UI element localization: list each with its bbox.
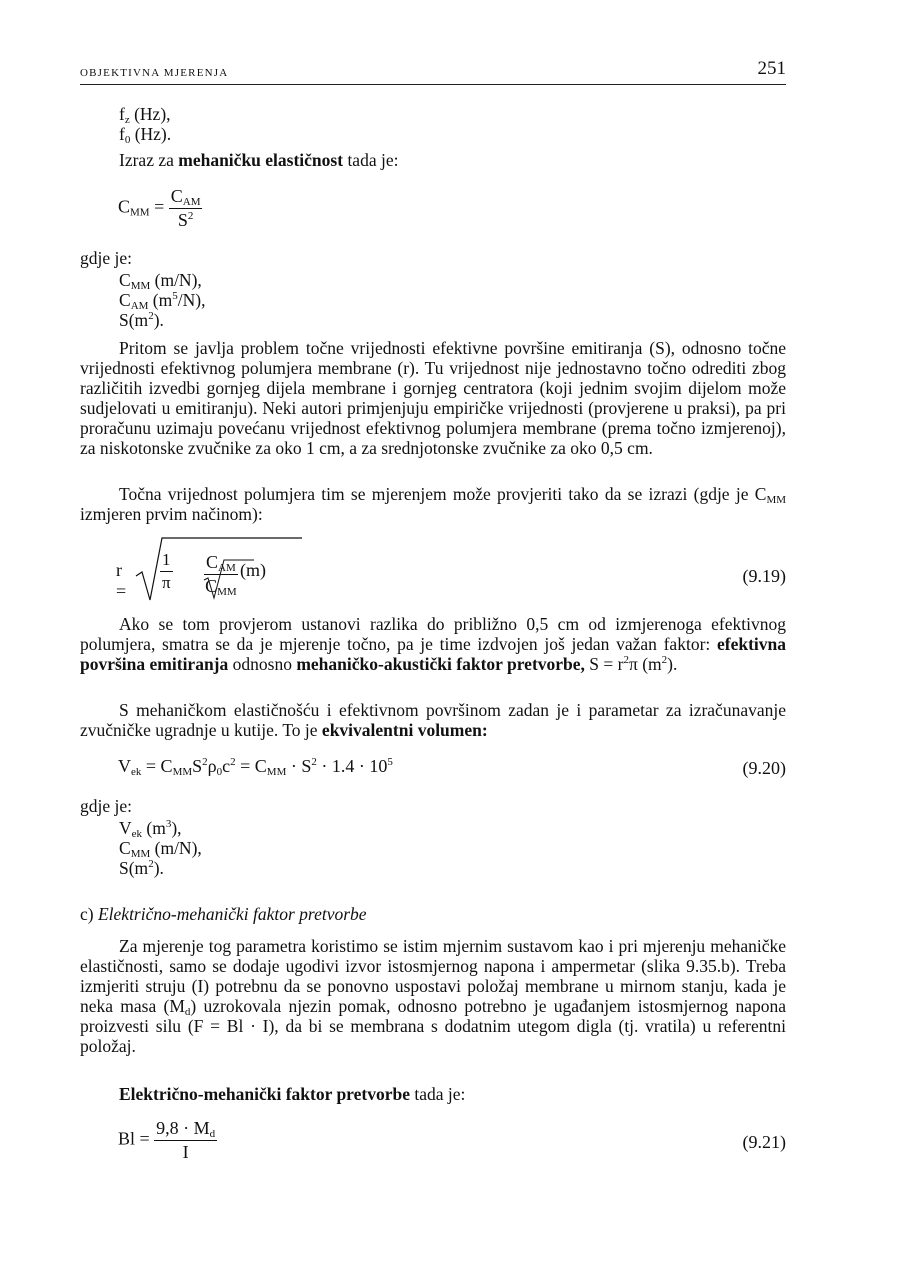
- gdje-je-label-2: gdje je:: [80, 796, 132, 816]
- paragraph-s-meh: S mehaničkom elastičnošću i efektivnom površinom zadan je i parametar za izračunavanje zvučničke ugradnje u kutije. To je ekvivalentni volumen:: [80, 700, 786, 740]
- unit-cam: $C_{AM}$ $(m^5/N)$,: [119, 290, 206, 312]
- equation-cmm: $C_{MM}$ = $\frac{C_{AM}}{S^2}$: [118, 186, 201, 230]
- running-title: OBJEKTIVNA MJERENJA: [80, 67, 229, 79]
- unit-cmm: $C_{MM}$ (m/N),: [119, 270, 202, 292]
- paragraph-ako: Ako se tom provjerom ustanovi razlika do približno 0,5 cm od izmjerenoga efektivnog polumjera, smatra se da je mjerenje točno, pa je time izdvojen još jedan važan faktor: efektivna površina emitiranja odnosno mehaničko-akustički faktor pretvorbe, $S = r^2\pi$ $(m^2)$.: [80, 614, 786, 674]
- equation-number-9-19: (9.19): [742, 566, 786, 586]
- unit-s-2: $S(m^2)$.: [119, 858, 164, 878]
- fraction-cam-cmm: $C_{AM}$ $C_{MM}$: [205, 552, 237, 598]
- gdje-je-label: gdje je:: [80, 248, 132, 268]
- paragraph-tocna: Točna vrijednost polumjera tim se mjerenjem može provjeriti tako da se izrazi (gdje je $C_{MM}$ izmjeren prvim načinom):: [80, 484, 786, 524]
- fraction-cam-s2: $\frac{C_{AM}}{S^2}$: [170, 186, 201, 230]
- fraction-one-pi: $\frac{1}{\pi}$: [161, 550, 171, 592]
- unit-vek: $V_{ek}$ $(m^3)$,: [119, 818, 182, 840]
- equation-9-21: Bl = $\frac{9,8 \cdot M_d}{I}$: [118, 1118, 216, 1162]
- equation-9-20: $V_{ek} = C_{MM}S^2\rho_0c^2 = C_{MM} \cdot S^2 \cdot 1.4 \cdot 10^5$: [118, 756, 393, 778]
- cmm-intro: Izraz za mehaničku elastičnost tada je:: [119, 150, 399, 170]
- book-page: OBJEKTIVNA MJERENJA 251 $f_z$ (Hz), $f_0$ (Hz). Izraz za mehaničku elastičnost tada je: $C_{MM}$ = $\frac{C_{AM}}{S^2}$ gdje je: $C_{MM}$ (m/N), $C_{AM}$ $(m^5/N)$, $S(m^2)$. Pritom se javlja problem točne vrijednosti efektivne površine emitiranja (S), odnosno točne vrijednosti efektivnog polumjera membrane (r). Tu vrijednost nije jednostavno točno odrediti zbog različitih izvedbi gornjeg dijela membrane i gornjeg centratora (koji jednim svojim dijelom može sudjelovati u emitiranju). Neki autori primjenjuju empiričke vrijednosti (provjerene u praksi), pa pri proračunu uzimaju povećanu vrijednost efektivnog polumjera membrane (prema točno izmjerenoj), za niskotonske zvučnike za oko 1 cm, a za srednjotonske zvučnike za oko 0,5 cm. Točna vrijednost polumjera tim se mjerenjem može provjeriti tako da se izrazi (gdje je $C_{MM}$ izmjeren prvim načinom): r = $\frac{1}{\pi}$ $C_{AM}$ $C_{MM}$ (m) (9.19) Ako se tom provjerom ustanovi razlika do približno 0,5 cm od izmjerenoga efektivnog polumjera, smatra se da je mjerenje točno, pa je time izdvojen još jedan važan faktor: efektivna površina emitiranja odnosno mehaničko-akustički faktor pretvorbe, $S = r^2\pi$ $(m^2)$. S mehaničkom elastičnošću i efektivnom površinom zadan je i parametar za izračunavanje zvučničke ugradnje u kutije. To je ekvivalentni volumen: $V_{ek} = C_{MM}S^2\rho_0c^2 = C_{MM} \cdot S^2 \cdot 1.4 \cdot 10^5$ (9.20) gdje je: $V_{ek}$ $(m^3)$, $C_{MM}$ (m/N), $S(m^2)$. c) Električno-mehanički faktor pretvorbe Za mjerenje tog parametra koristimo se istim mjernim sustavom kao i pri mjerenju mehaničke elastičnosti, samo se dodaje ugodivi izvor istosmjernog napona i ampermetar (slika 9.35.b). Treba izmjeriti struju (I) potrebnu da se ponovno uspostavi položaj membrane u mirnom stanju, kada je neka masa $(M_d)$ uzrokovala njezin pomak, odnosno potrebno je ugađanjem istosmjernog napona proizvesti silu (F = Bl · I), da bi se membrana s dodatnim utegom digla (tj. vratila) u referentni položaj. Električno-mehanički faktor pretvorbe tada je: Bl = $\frac{9,8 \cdot M_d}{I}$ (9.21): [80, 58, 786, 1162]
- page-number: 251: [757, 58, 786, 79]
- running-header: [80, 58, 786, 85]
- emf-intro: Električno-mehanički faktor pretvorbe tada je:: [119, 1084, 466, 1104]
- fraction-bl: $\frac{9,8 \cdot M_d}{I}$: [156, 1118, 216, 1162]
- paragraph-pritom: Pritom se javlja problem točne vrijednosti efektivne površine emitiranja (S), odnosno točne vrijednosti efektivnog polumjera membrane (r). Tu vrijednost nije jednostavno točno odrediti zbog različitih izvedbi gornjeg dijela membrane i gornjeg centratora (koji jednim svojim dijelom može sudjelovati u emitiranju). Neki autori primjenjuju empiričke vrijednosti (provjerene u praksi), pa pri proračunu uzimaju povećanu vrijednost efektivnog polumjera membrane (prema točno izmjerenoj), za niskotonske zvučnike za oko 1 cm, a za srednjotonske zvučnike za oko 0,5 cm.: [80, 338, 786, 458]
- paragraph-za-mjerenje: Za mjerenje tog parametra koristimo se istim mjernim sustavom kao i pri mjerenju mehaničke elastičnosti, samo se dodaje ugodivi izvor istosmjernog napona i ampermetar (slika 9.35.b). Treba izmjeriti struju (I) potrebnu da se ponovno uspostavi položaj membrane u mirnom stanju, kada je neka masa $(M_d)$ uzrokovala njezin pomak, odnosno potrebno je ugađanjem istosmjernog napona proizvesti silu (F = Bl · I), da bi se membrana s dodatnim utegom digla (tj. vratila) u referentni položaj.: [80, 936, 786, 1056]
- equation-number-9-20: (9.20): [742, 758, 786, 778]
- unit-s: $S(m^2)$.: [119, 310, 164, 330]
- section-heading-c: c) Električno-mehanički faktor pretvorbe: [80, 904, 367, 924]
- equation-number-9-21: (9.21): [742, 1132, 786, 1152]
- unit-cmm-2: $C_{MM}$ (m/N),: [119, 838, 202, 860]
- unit-fz: $f_z$ (Hz),: [119, 104, 171, 126]
- unit-f0: $f_0$ (Hz).: [119, 124, 172, 146]
